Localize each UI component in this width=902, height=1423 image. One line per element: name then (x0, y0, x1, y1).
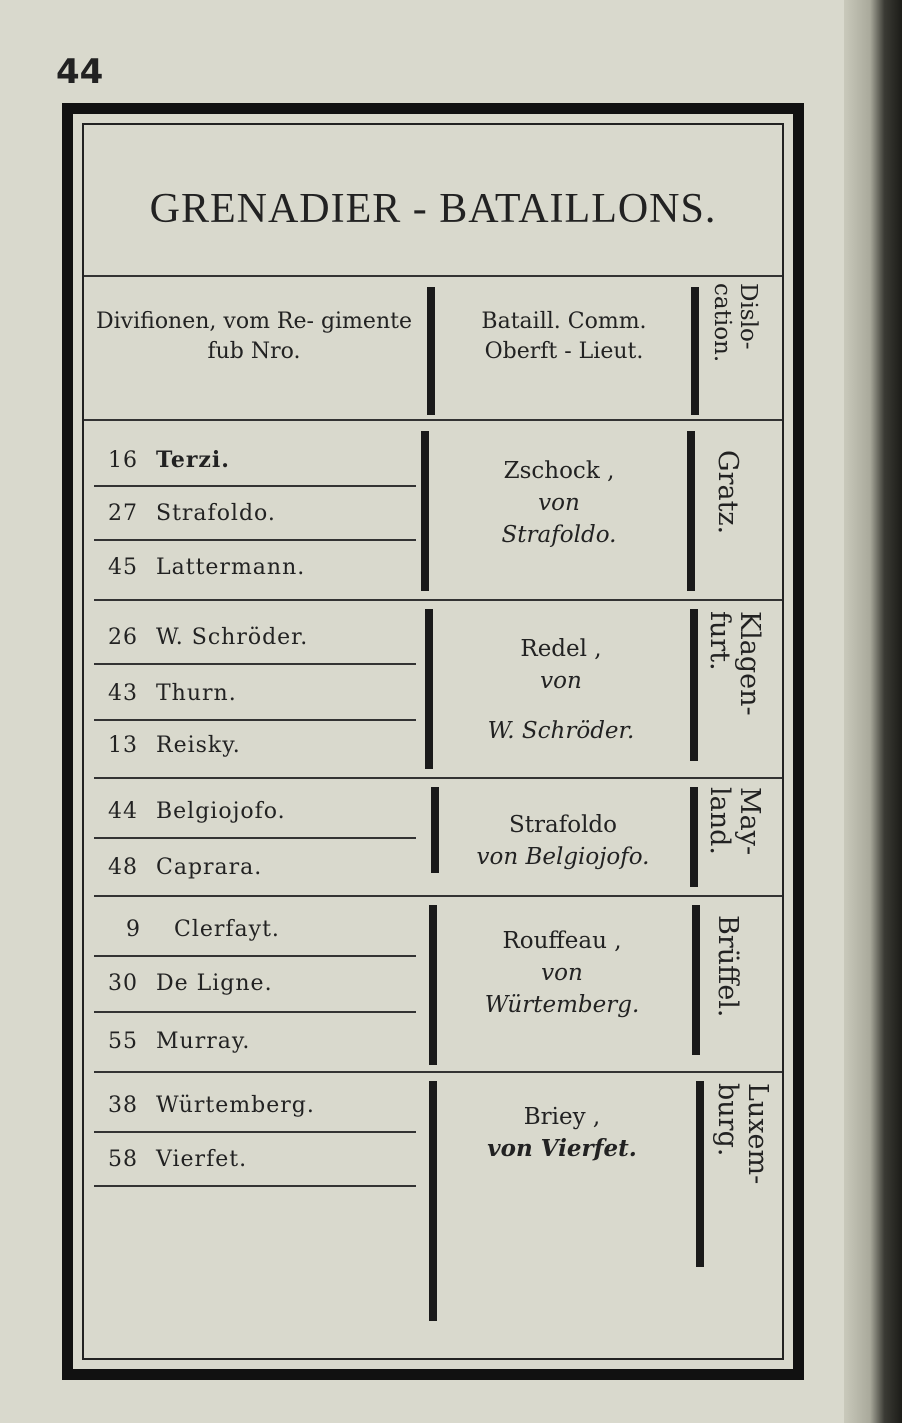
list-item: 38 Würtemberg. (108, 1093, 315, 1118)
list-item: 9 Clerfayt. (126, 917, 280, 942)
header-divider (84, 419, 782, 421)
list-item: 45 Lattermann. (108, 555, 306, 580)
row-divider (94, 1185, 416, 1187)
list-item: 55 Murray. (108, 1029, 251, 1054)
list-item: 16 Terzi. (108, 447, 230, 473)
location-cell: Luxem- burg. (712, 1083, 773, 1185)
commander-cell: Zschock , von Strafoldo. (501, 458, 617, 548)
header-location: Dislo- cation. (709, 283, 761, 363)
group-divider (94, 777, 782, 779)
list-item: 58 Vierfet. (108, 1147, 248, 1172)
page-edge-shadow (844, 0, 902, 1423)
table-title: GRENADIER - BATAILLONS. (149, 186, 717, 232)
col-bar (425, 609, 433, 769)
list-item: 43 Thurn. (108, 681, 237, 706)
location-cell: May- land. (704, 787, 765, 856)
list-item: 44 Belgiojofo. (108, 799, 286, 824)
col-bar (690, 787, 698, 887)
col-bar (692, 905, 700, 1055)
header-commander: Bataill. Comm. Oberft - Lieut. (481, 309, 647, 364)
col-bar (431, 787, 439, 873)
commander-cell: Rouffeau , von Würtemberg. (484, 928, 640, 1018)
commander-cell: Strafoldo von Belgiojofo. (476, 812, 650, 870)
list-item: 13 Reisky. (108, 733, 241, 758)
list-item: 27 Strafoldo. (108, 501, 276, 526)
list-item: 30 De Ligne. (108, 971, 273, 996)
page-number: 44 (56, 52, 104, 92)
row-divider (94, 719, 416, 721)
list-item: 48 Caprara. (108, 855, 263, 880)
table-inner (82, 123, 784, 1360)
table-frame (62, 103, 804, 1380)
header-divisions: Divifionen, vom Re- gimente fub Nro. (96, 309, 412, 364)
row-divider (94, 485, 416, 487)
row-divider (94, 955, 416, 957)
list-item: 26 W. Schröder. (108, 625, 309, 650)
location-cell: Klagen- furt. (704, 611, 765, 716)
header-col-bar-1 (427, 287, 435, 415)
row-divider (94, 1131, 416, 1133)
commander-cell: Briey , von Vierfet. (487, 1104, 637, 1162)
header-col-bar-2 (691, 287, 699, 415)
group-divider (94, 895, 782, 897)
group-divider (94, 1071, 782, 1073)
col-bar (421, 431, 429, 591)
location-cell: Gratz. (712, 450, 743, 535)
row-divider (94, 837, 416, 839)
col-bar (429, 905, 437, 1065)
col-bar (690, 609, 698, 761)
title-divider (84, 275, 782, 277)
commander-cell: Redel , von W. Schröder. (487, 636, 635, 744)
col-bar (687, 431, 695, 591)
col-bar (696, 1081, 704, 1267)
row-divider (94, 539, 416, 541)
group-divider (94, 599, 782, 601)
row-divider (94, 663, 416, 665)
row-divider (94, 1011, 416, 1013)
location-cell: Brüffel. (712, 915, 743, 1018)
col-bar (429, 1081, 437, 1321)
